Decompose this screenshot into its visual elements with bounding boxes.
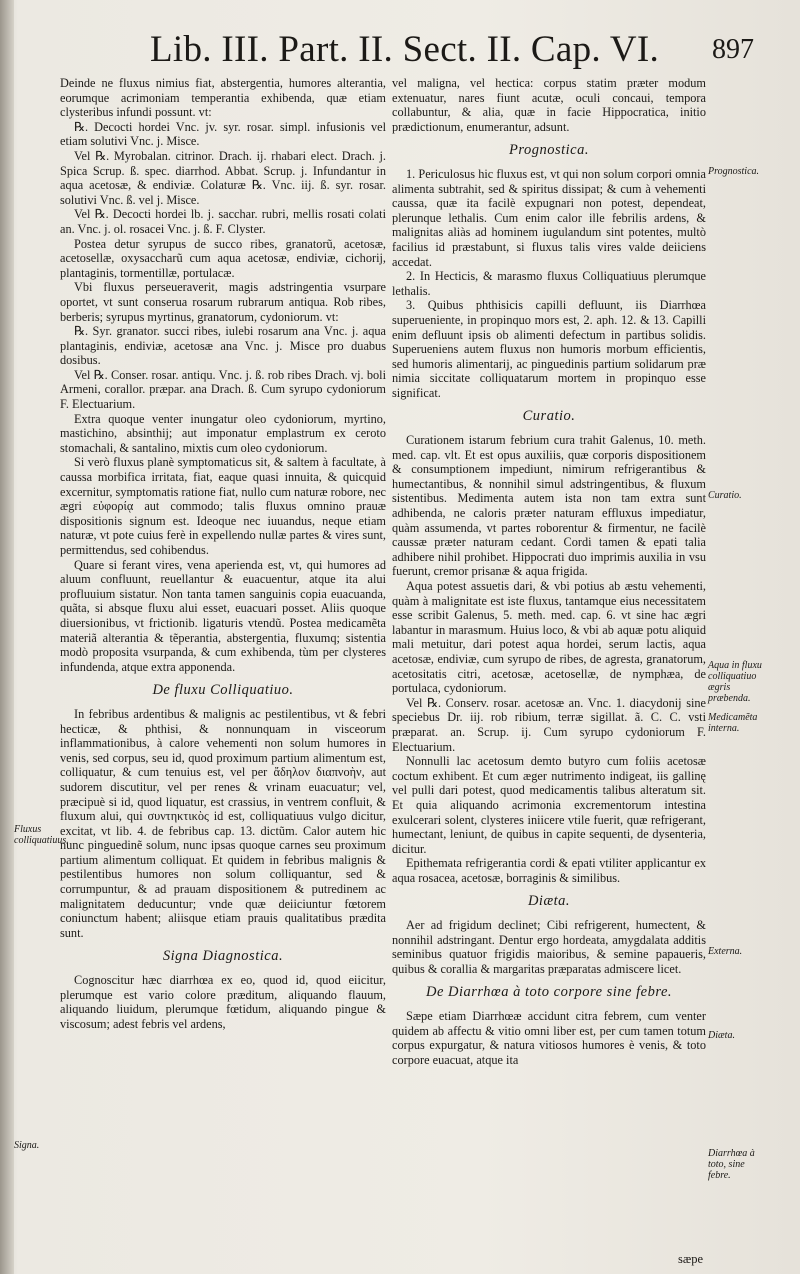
section-heading-signa-diagnostica: Signa Diagnostica. xyxy=(162,948,284,965)
paragraph: Sæpe etiam Diarrhœæ accidunt citra febrem, cum venter quidem ab affectu & vitio omni liber est, per cum tamen totum corpus expurgatur, & natura vitiosos humores è venis, & toto corpore euacuat, atque ita xyxy=(392,1009,706,1067)
paragraph: Aqua potest assuetis dari, & vbi potius ab æstu vehementi, quàm à malignitate est iste fluxus, tantamque eius necessitatem esse scribit Galenus, 5. meth. med. cap. 6. vt sine hac ægri labantur in marasmum. Huius loco, & vbi ab aquæ potu aliquid mali metuitur, dari potest aqua hordei, serum lactis, aqua acetosæ, endiviæ, cum syrupo de ribes, de agresta, granatorum, acetositatis citri, acetosæ, acetosellæ, de nymphæa, de portulaca, cydoniorum. xyxy=(392,579,706,696)
left-column xyxy=(60,76,386,1266)
section-heading-curatio: Curatio. xyxy=(522,408,576,425)
paragraph: Deinde ne fluxus nimius fiat, abstergentia, humores alterantia, eorumque acrimoniam temperantia exhibenda, quæ etiam clysteribus infundi possunt. vt: xyxy=(60,76,386,120)
section-heading-diarrhoea-sine-febre: De Diarrhœa à toto corpore sine febre. xyxy=(425,984,672,1001)
paragraph: Epithemata refrigerantia cordi & epati vtiliter applicantur ex aqua rosacea, acetosæ, borraginis & similibus. xyxy=(392,856,706,885)
margin-note-aqua: Aqua in fluxu colliquatiuo ægris præbenda. xyxy=(708,660,762,704)
margin-note-signa: Signa. xyxy=(14,1140,40,1151)
paragraph: 3. Quibus phthisicis capilli defluunt, iis Diarrhœa superueniente, in propinquo mors est, 2. aph. 12. & 13. Capilli enim defluunt ipsis ob alimenti defectum in partibus solidis. Superueniens autem fluxus non humoris morbum efficientis, sed humoris alimentarij, ac pinguedinis partium solidarum præ nimia siccitate colliquatarum mortem in propinquo esse significat. xyxy=(392,298,706,400)
paragraph: ℞. Decocti hordei Vnc. jv. syr. rosar. simpl. infusionis vel etiam solutivi Vnc. j. Misce. xyxy=(60,119,386,149)
running-header: Lib. III. Part. II. Sect. II. Cap. VI. xyxy=(150,29,660,70)
paragraph: Vel ℞. Conser. rosar. antiqu. Vnc. j. ß. rob ribes Drach. vj. boli Armeni, corallor. præpar. ana Drach. ß. Cum syrupo cydoniorum F. Electuarium. xyxy=(60,367,386,412)
margin-note-fluxus: Fluxus colliquatiuus. xyxy=(14,824,69,846)
page-number: 897 xyxy=(712,34,754,65)
paragraph: 1. Periculosus hic fluxus est, vt qui non solum corpori omnia alimenta subtrahit, sed & spiritus dissipat; & cum à vehementi caussa, quæ ita facilè expugnari non potest, dependeat, plerunque lethalis. Cum enim calor ille febrilis ardens, & malignitas aliàs ad hominem iugulandum sint potentes, multò facilius id præstabunt, si fluxus talis vires valde deiiciens accedat. xyxy=(392,166,706,269)
paragraph: 2. In Hecticis, & marasmo fluxus Colliquatiuus plerumque lethalis. xyxy=(392,269,706,298)
paragraph: Vel ℞. Myrobalan. citrinor. Drach. ij. rhabari elect. Drach. j. Spica Scrup. ß. spec. diarrhod. Abbat. Scrup. j. Infundantur in aqua acetosæ, & endiviæ. Colaturæ ℞. Vnc. iij. ß. syr. rosar. solutivi Vnc. ß. vel j. Misce. xyxy=(60,148,386,207)
section-heading-prognostica: Prognostica. xyxy=(509,142,589,159)
paragraph: Si verò fluxus planè symptomaticus sit, & saltem à facultate, à caussa morbifica irritata, fiat, eaque quasi innuita, & quicquid excernitur, symptomatis ratione fiat, nullo cum naturæ robore, nec ægri εὐφορίᾳ aut commodo; talis fluxus omnino prauæ dispositionis signum est. Ideoque nec iuuandus, neque etiam naturæ, vt pote cuius ferè in expellendo nullæ partes & vires sunt, permittendus, sed cohibendus. xyxy=(60,455,386,557)
paragraph: Postea detur syrupus de succo ribes, granatorũ, acetosæ, acetosellæ, oxysaccharũ cum aqua acetosæ, endiviæ, cichorij, plantaginis, tormentillæ, portulacæ. xyxy=(60,236,386,280)
right-column xyxy=(392,76,706,1266)
margin-note-medicamenta: Medicamẽta interna. xyxy=(708,712,758,734)
paragraph: Quare si ferant vires, vena aperienda est, vt, qui humores ad aluum confluunt, reuellantur & euacuentur, atque ita alui profluuium sistatur. Non tanta tamen sanguinis copia euacuanda, quãta, si absque fluxu alui esset, euacuari posset. Aliis quoque diuersionibus, vt frictionib. ligaturis vtendũ. Postea medicamẽta materiã alterantia & tẽperantia, abstergentia, fluxumq; sistentia modò proposita vsurpanda, & cum exhibenda, tùm per clysteres infundenda, atque extra apponenda. xyxy=(60,557,386,674)
margin-note-externa: Externa. xyxy=(708,946,743,957)
paragraph: Nonnulli lac acetosum demto butyro cum foliis acetosæ coctum exhibent. Et cum æger nutrimento indigeat, iis gallinę vel pulli dari potest, quod medicamentis talibus alteratum sit. Et quia aliquando acrimonia excrementorum intestina exulcerari solent, clysteres iniicere vtile fuerit, quæ refrigerant, humectant, leniunt, de quibus in capite sequenti, de dysenteria, dicitur. xyxy=(392,754,706,856)
margin-note-curatio: Curatio. xyxy=(708,490,742,501)
paragraph: vel maligna, vel hectica: corpus statim præter modum extenuatur, nares fiunt acutæ, oculi concaui, tempora collabuntur, & alia, quæ in facie Hippocratica, initio prædictionum, enumerantur, adsunt. xyxy=(392,76,706,134)
page-gutter xyxy=(0,0,14,1274)
margin-note-diaeta: Diæta. xyxy=(708,1030,735,1041)
margin-note-prognostica: Prognostica. xyxy=(708,166,760,177)
catchword: sæpe xyxy=(678,1252,703,1266)
paragraph: Vel ℞. Conserv. rosar. acetosæ an. Vnc. 1. diacydonij sine speciebus Dr. iij. rob ribium, terræ sigillat. ã. C. C. vsti præparat. an. Scrup. ij. Cum syrupo cydoniorum F. Electuarium. xyxy=(392,695,706,754)
paragraph: Cognoscitur hæc diarrhœa ex eo, quod id, quod eiicitur, plerumque est vario colore præditum, aliquando flauum, aliquando liuidum, plerumque fœtidum, aliquando pingue & viscosum; adest febris vel ardens, xyxy=(60,973,386,1031)
paragraph: Curationem istarum febrium cura trahit Galenus, 10. meth. med. cap. vlt. Et est opus auxiliis, quæ corporis dispositionem & consumptionem impediunt, nimirum refrigerantibus & humectantibus, & nonnihil simul adstringentibus, & fluxum sistentibus. Medimenta autem ista non tam extra sunt adhibenda, ne caloris præter naturam effluxus impediatur, quàm assumenda, vt partes roborentur & firmentur, ne facilè caussæ præter naturam cedant. Cordi tamen & epati talia adhibere nihil prohibet. Hippocrati duo imprimis auxilia in vsu fuerunt, cremor prisanæ & aqua frigida. xyxy=(392,433,706,579)
paragraph: ℞. Syr. granator. succi ribes, iulebi rosarum ana Vnc. j. aqua plantaginis, endiviæ, acetosæ ana Vnc. j. Misce pro duabus dosibus. xyxy=(60,324,386,368)
section-heading-diaeta: Diæta. xyxy=(527,893,571,910)
paragraph: Vel ℞. Decocti hordei lb. j. sacchar. rubri, mellis rosati colati an. Vnc. j. ol. rosacei Vnc. j. ß. F. Clyster. xyxy=(60,207,386,236)
margin-note-diarrhoea: Diarrhœa à toto, sine febre. xyxy=(708,1148,755,1181)
paragraph: Extra quoque venter inungatur oleo cydoniorum, myrtino, mastichino, absinthij; aut imponatur emplastrum ex ceroto stomachali, & santalino, mixtis cum oleo cydoniorum. xyxy=(60,411,386,455)
paragraph: Aer ad frigidum declinet; Cibi refrigerent, humectent, & nonnihil adstringant. Dentur ergo hordeata, amygdalata additis seminibus quatuor frigidis maioribus, & semine papaueris, quibus & corallia & margaritas præparatas admiscere licet. xyxy=(392,918,706,976)
section-heading-fluxus-colliquativus: De fluxu Colliquatiuo. xyxy=(152,682,294,699)
paragraph: Vbi fluxus perseueraverit, magis adstringentia vsurpare oportet, vt sunt conserua rosarum rubrarum antiqua. Rob ribes, berberis; syrupus myrtinus, granatorum, cydoniorum. vt: xyxy=(60,280,386,324)
paragraph: In febribus ardentibus & malignis ac pestilentibus, vt & febri hecticæ, & phthisi, & nonnunquam in visceorum inflammationibus, à calore vehementi non solum humores in venis, sed corpus, seu id, quod proximum partium alimentum est, colliquatur, & cum tenuius est, vel per ἄδηλον διαπνοὴν, aut sudorem discutitur, vel per renes & vrinam euacuatur; vel, præcipuè si id, quod liquatur, est crassius, in ventrem confluit, & fluxum alui, qui συντηκτικὸς id est, colliquatiuus vulgo dicitur, excitat, vt lib. 4. de febribus cap. 13. dictũm. Calor autem hic nunc pinguedinẽ solum, nunc ipsas quoque carnes seu proximum partium alimentum colliquat. Et quidem in febribus malignis & pestilentibus humores non solum colliquantur, sed & corrumpuntur, & ad prauam dispositionem & putredinem ac malignitatem deducuntur; vnde quæ deiiciuntur fœtorem coniunctum habent; aliisque etiam prauis qualitatibus prædita sunt. xyxy=(60,706,386,940)
